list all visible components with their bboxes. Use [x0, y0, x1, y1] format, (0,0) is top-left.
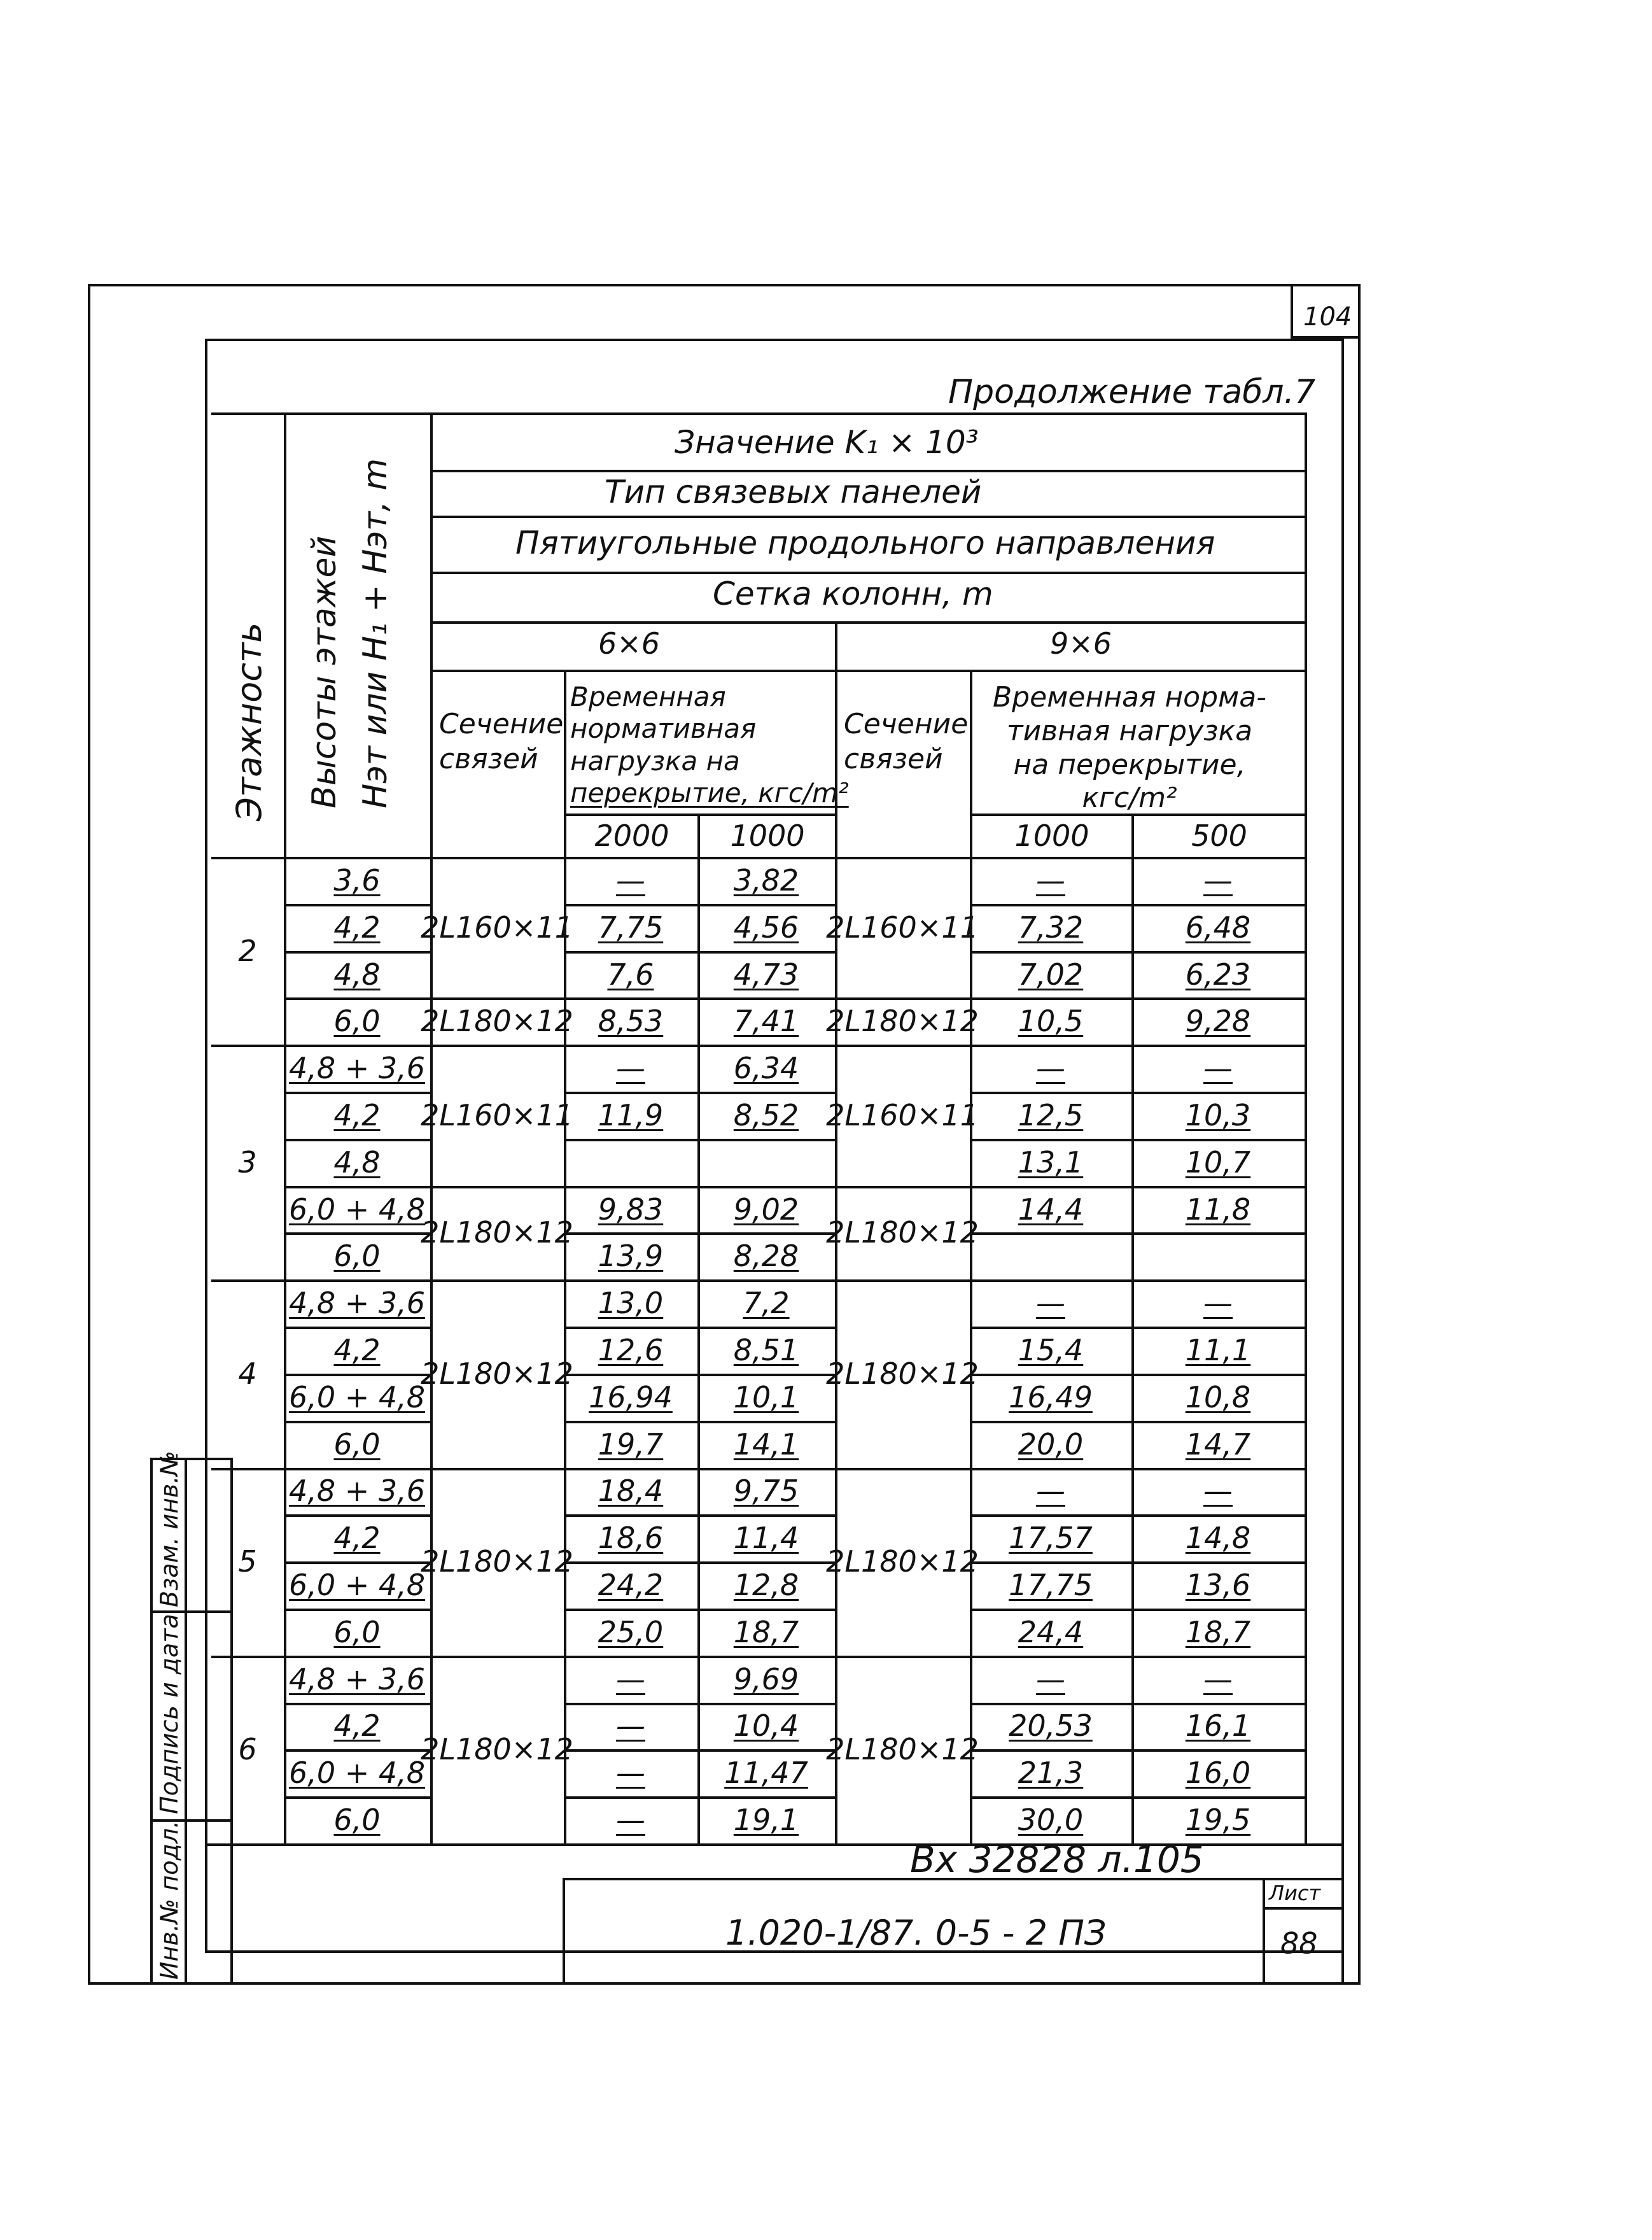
- value-cell: 16,0: [1185, 1756, 1251, 1791]
- value-cell: 9,75: [733, 1474, 799, 1509]
- value-cell: 10,3: [1185, 1097, 1251, 1132]
- value-cell: 14,4: [1018, 1192, 1084, 1227]
- value-cell: —: [1203, 863, 1233, 898]
- value-cell: 11,8: [1185, 1192, 1251, 1227]
- height-cell: 4,8 + 3,6: [288, 1474, 426, 1509]
- value-cell: 4,73: [733, 957, 799, 992]
- value-cell: 13,1: [1018, 1145, 1084, 1180]
- value-cell: 10,4: [733, 1708, 799, 1743]
- height-cell: 6,0: [333, 1239, 381, 1274]
- storeys-cell: 6: [238, 1732, 257, 1767]
- height-cell: 4,2: [333, 1332, 381, 1367]
- value-cell: 9,28: [1185, 1004, 1251, 1039]
- value-cell: 14,8: [1185, 1521, 1251, 1556]
- value-cell: 20,0: [1018, 1426, 1084, 1462]
- height-cell: 3,6: [333, 863, 381, 898]
- value-cell: 11,9: [598, 1097, 664, 1132]
- grid-6x6-header: 6×6: [598, 626, 661, 661]
- value-header: Значение K₁ × 10³: [675, 424, 979, 461]
- value-cell: 20,53: [1009, 1708, 1093, 1743]
- value-cell: 16,94: [589, 1379, 673, 1414]
- section-header-6x6: Сечение связей: [439, 708, 564, 775]
- value-cell: 24,2: [598, 1568, 664, 1603]
- value-cell: 24,4: [1018, 1614, 1084, 1649]
- height-cell: 4,8: [333, 957, 381, 992]
- load-1000-label-6x6: 1000: [730, 819, 805, 853]
- document-code: 1.020-1/87. 0-5 - 2 ПЗ: [725, 1913, 1107, 1953]
- value-cell: —: [1203, 1661, 1233, 1696]
- height-cell: 4,2: [333, 1708, 381, 1743]
- value-cell: 7,2: [743, 1286, 790, 1321]
- value-cell: 10,5: [1018, 1004, 1084, 1039]
- height-cell: 6,0: [333, 1803, 381, 1838]
- value-cell: 4,56: [733, 910, 799, 945]
- value-cell: —: [1203, 1051, 1233, 1086]
- value-cell: 14,1: [733, 1426, 799, 1462]
- height-cell: 4,8: [333, 1145, 381, 1180]
- load-500-label: 500: [1191, 819, 1247, 853]
- value-cell: 9,02: [733, 1192, 799, 1227]
- value-cell: 30,0: [1018, 1803, 1084, 1838]
- value-cell: [1131, 1232, 1305, 1279]
- inventory-stamp: Вх 32828 л.105: [910, 1838, 1204, 1881]
- value-cell: 11,47: [724, 1756, 808, 1791]
- value-cell: 10,1: [733, 1379, 799, 1414]
- value-cell: 10,8: [1185, 1379, 1251, 1414]
- heights-header-line1: Высоты этажей: [305, 535, 344, 808]
- value-cell: —: [1203, 1474, 1233, 1509]
- value-cell: 8,51: [733, 1332, 799, 1367]
- section-cell-6x6: 2L180×12: [421, 1356, 573, 1391]
- grid-9x6-header: 9×6: [1050, 626, 1112, 661]
- value-cell: —: [1036, 1286, 1065, 1321]
- value-cell: 14,7: [1185, 1426, 1251, 1462]
- continuation-title: Продолжение табл.7: [948, 373, 1316, 411]
- value-cell: 11,1: [1185, 1332, 1251, 1367]
- value-cell: —: [1036, 1661, 1065, 1696]
- value-cell: 18,6: [598, 1521, 664, 1556]
- height-cell: 6,0 + 4,8: [288, 1568, 426, 1603]
- value-cell: 6,48: [1185, 910, 1251, 945]
- value-cell: 18,7: [733, 1614, 799, 1649]
- height-cell: 6,0 + 4,8: [288, 1379, 426, 1414]
- value-cell: 11,4: [733, 1521, 799, 1556]
- value-cell: 9,83: [598, 1192, 664, 1227]
- value-cell: [564, 1139, 697, 1186]
- section-header-9x6: Сечение связей: [844, 708, 969, 775]
- value-cell: [697, 1139, 835, 1186]
- value-cell: 8,28: [733, 1239, 799, 1274]
- height-cell: 4,2: [333, 1521, 381, 1556]
- storeys-header: Этажность: [229, 622, 269, 821]
- value-cell: 19,7: [598, 1426, 664, 1462]
- value-cell: 8,53: [598, 1004, 664, 1039]
- section-cell-6x6: 2L180×12: [421, 1732, 573, 1767]
- storeys-cell: 3: [238, 1145, 257, 1180]
- panel-desc-header: Пятиугольные продольного направления: [515, 525, 1215, 561]
- section-cell-6x6: 2L180×12: [421, 1004, 573, 1039]
- value-cell: 19,1: [733, 1803, 799, 1838]
- value-cell: —: [1036, 1051, 1065, 1086]
- height-cell: 4,2: [333, 910, 381, 945]
- height-cell: 6,0: [333, 1614, 381, 1649]
- value-cell: 12,5: [1018, 1097, 1084, 1132]
- value-cell: 21,3: [1018, 1756, 1084, 1791]
- value-cell: 16,49: [1009, 1379, 1093, 1414]
- height-cell: 4,8 + 3,6: [288, 1661, 426, 1696]
- value-cell: 17,57: [1009, 1521, 1093, 1556]
- storeys-cell: 5: [238, 1544, 257, 1579]
- load-2000-label: 2000: [594, 819, 669, 853]
- grid-header: Сетка колонн, m: [713, 575, 993, 612]
- sheet-number: 88: [1280, 1926, 1318, 1961]
- height-cell: 6,0: [333, 1426, 381, 1462]
- height-cell: 6,0 + 4,8: [288, 1192, 426, 1227]
- section-cell-9x6: 2L180×12: [826, 1215, 979, 1250]
- height-cell: 4,8 + 3,6: [288, 1051, 426, 1086]
- value-cell: —: [616, 1708, 645, 1743]
- value-cell: 17,75: [1009, 1568, 1093, 1603]
- value-cell: 6,34: [733, 1051, 799, 1086]
- value-cell: 13,6: [1185, 1568, 1251, 1603]
- value-cell: —: [616, 1756, 645, 1791]
- section-cell-9x6: 2L180×12: [826, 1544, 979, 1579]
- value-cell: 9,69: [733, 1661, 799, 1696]
- section-cell-9x6: 2L180×12: [826, 1732, 979, 1767]
- height-cell: 4,2: [333, 1097, 381, 1132]
- section-cell-6x6: 2L180×12: [421, 1544, 573, 1579]
- value-cell: 7,75: [598, 910, 664, 945]
- value-cell: 25,0: [598, 1614, 664, 1649]
- value-cell: 8,52: [733, 1097, 799, 1132]
- value-cell: 7,41: [733, 1004, 799, 1039]
- value-cell: —: [616, 863, 645, 898]
- value-cell: 10,7: [1185, 1145, 1251, 1180]
- section-cell-6x6: 2L180×12: [421, 1215, 573, 1250]
- value-cell: 12,6: [598, 1332, 664, 1367]
- value-cell: 7,32: [1018, 910, 1084, 945]
- value-cell: —: [1036, 863, 1065, 898]
- section-cell-9x6: 2L160×11: [826, 1097, 979, 1132]
- value-cell: 13,0: [598, 1286, 664, 1321]
- storeys-cell: 2: [238, 933, 257, 968]
- value-cell: —: [616, 1051, 645, 1086]
- value-cell: —: [1036, 1474, 1065, 1509]
- sheet-label: Лист: [1269, 1881, 1321, 1905]
- side-sign-date: Подпись и дата: [155, 1614, 183, 1814]
- value-cell: —: [616, 1661, 645, 1696]
- section-cell-9x6: 2L180×12: [826, 1356, 979, 1391]
- value-cell: —: [616, 1803, 645, 1838]
- section-cell-9x6: 2L180×12: [826, 1004, 979, 1039]
- storeys-cell: 4: [238, 1356, 257, 1391]
- height-cell: 6,0: [333, 1004, 381, 1039]
- value-cell: 19,5: [1185, 1803, 1251, 1838]
- side-replace-inv: Взам. инв.№: [155, 1451, 183, 1607]
- height-cell: 6,0 + 4,8: [288, 1756, 426, 1791]
- section-cell-6x6: 2L160×11: [421, 910, 573, 945]
- section-cell-9x6: 2L160×11: [826, 910, 979, 945]
- value-cell: 16,1: [1185, 1708, 1251, 1743]
- panel-type-header: Тип связевых панелей: [605, 474, 982, 511]
- value-cell: 18,4: [598, 1474, 664, 1509]
- value-cell: —: [1203, 1286, 1233, 1321]
- load-header-9x6: Временная норма- тивная нагрузка на перекрытие, кгс/m²: [993, 681, 1267, 815]
- value-cell: 3,82: [733, 863, 799, 898]
- value-cell: 7,6: [607, 957, 654, 992]
- value-cell: 18,7: [1185, 1614, 1251, 1649]
- load-1000-label-9x6: 1000: [1014, 819, 1089, 853]
- section-cell-6x6: 2L160×11: [421, 1097, 573, 1132]
- value-cell: 13,9: [598, 1239, 664, 1274]
- value-cell: 7,02: [1018, 957, 1084, 992]
- heights-header-line2: Нэт или Н₁ + Нэт, m: [356, 458, 395, 808]
- side-inv-orig: Инв.№ подл.: [155, 1820, 183, 1980]
- value-cell: 15,4: [1018, 1332, 1084, 1367]
- value-cell: 12,8: [733, 1568, 799, 1603]
- load-header-6x6: Временная нормативная нагрузка на перекрытие, кгс/m²: [570, 681, 849, 809]
- page-number: 104: [1303, 302, 1352, 332]
- height-cell: 4,8 + 3,6: [288, 1286, 426, 1321]
- value-cell: 6,23: [1185, 957, 1251, 992]
- value-cell: [970, 1232, 1131, 1279]
